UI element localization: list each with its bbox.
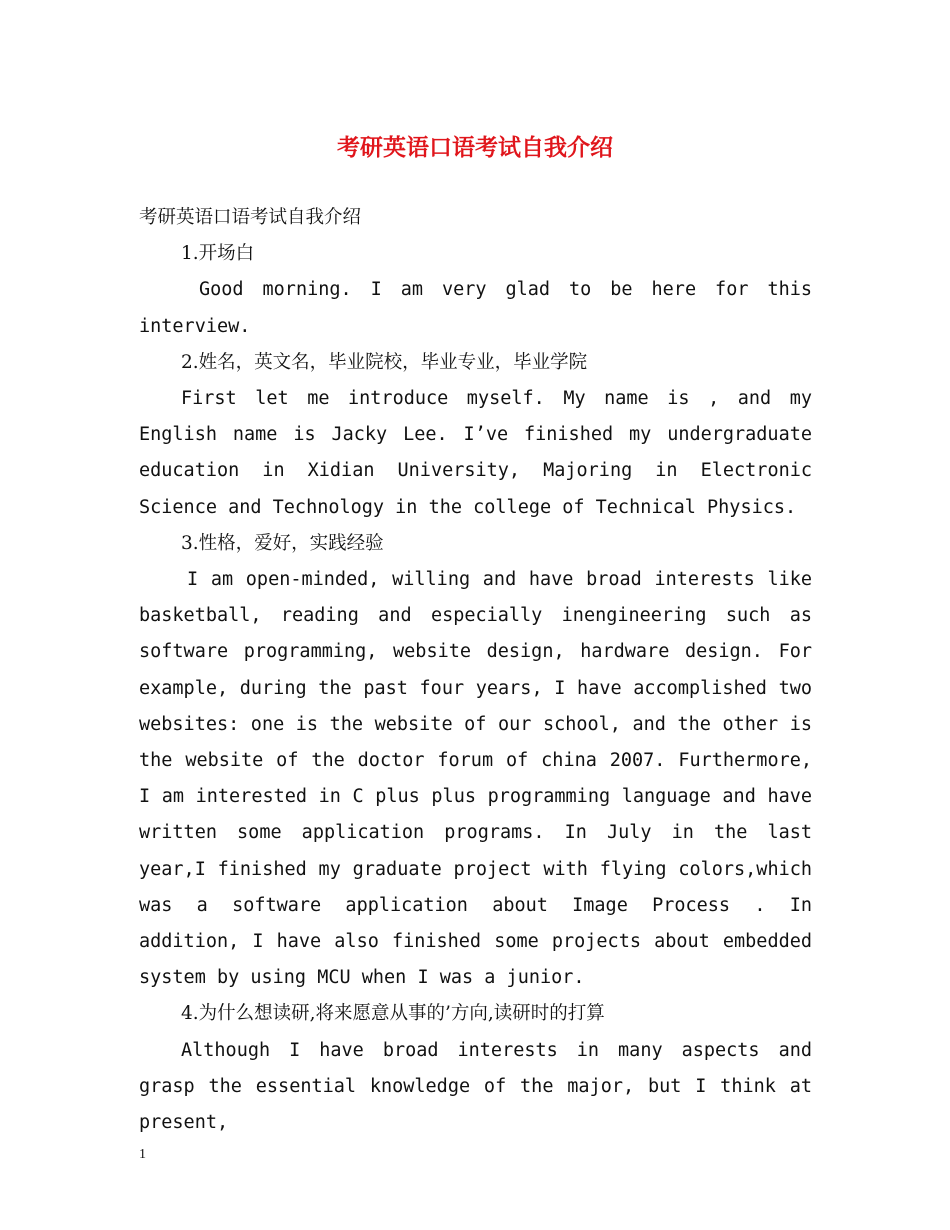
section-body-opening: Good morning. I am very glad to be here for this interview. xyxy=(139,279,812,337)
section-heading-motivation: 4.为什么想读研,将来愿意从事的’方向,读研时的打算 xyxy=(181,1003,605,1025)
document-title: 考研英语口语考试自我介绍 xyxy=(337,134,613,161)
section-body-motivation: Although I have broad interests in many aspects and grasp the essential knowledge of the major, but I think at present, xyxy=(139,1039,812,1134)
section-heading-opening: 1.开场白 xyxy=(181,243,255,265)
section-heading-name: 2.姓名，英文名，毕业院校，毕业专业，毕业学院 xyxy=(181,351,588,373)
section-heading-personality: 3.性格，爱好，实践经验 xyxy=(181,532,384,554)
page-number: 1 xyxy=(139,1147,146,1162)
section-body-personality: I am open-minded, willing and have broad interests like basketball, reading and especially inengineering such as software programming, website design, hardware design. For example, during the past four years, I have accomplished two websites: one is the website of our school, and the other is the website of the doctor forum of china 2007. Furthermore, I am interested in C plus plus programming language and have written some application programs. In July in the last year,I finished my graduate project with flying colors,which was a software application about Image Process . In addition, I have also finished some projects about embedded system by using MCU when I was a junior. xyxy=(139,569,812,989)
document-subtitle: 考研英语口语考试自我介绍 xyxy=(139,207,362,228)
document-body xyxy=(139,200,812,1141)
section-body-name: First let me introduce myself. My name is , and my English name is Jacky Lee. I’ve finished my undergraduate education in Xidian University, Majoring in Electronic Science and Technology in the college of Technical Physics. xyxy=(139,388,812,518)
